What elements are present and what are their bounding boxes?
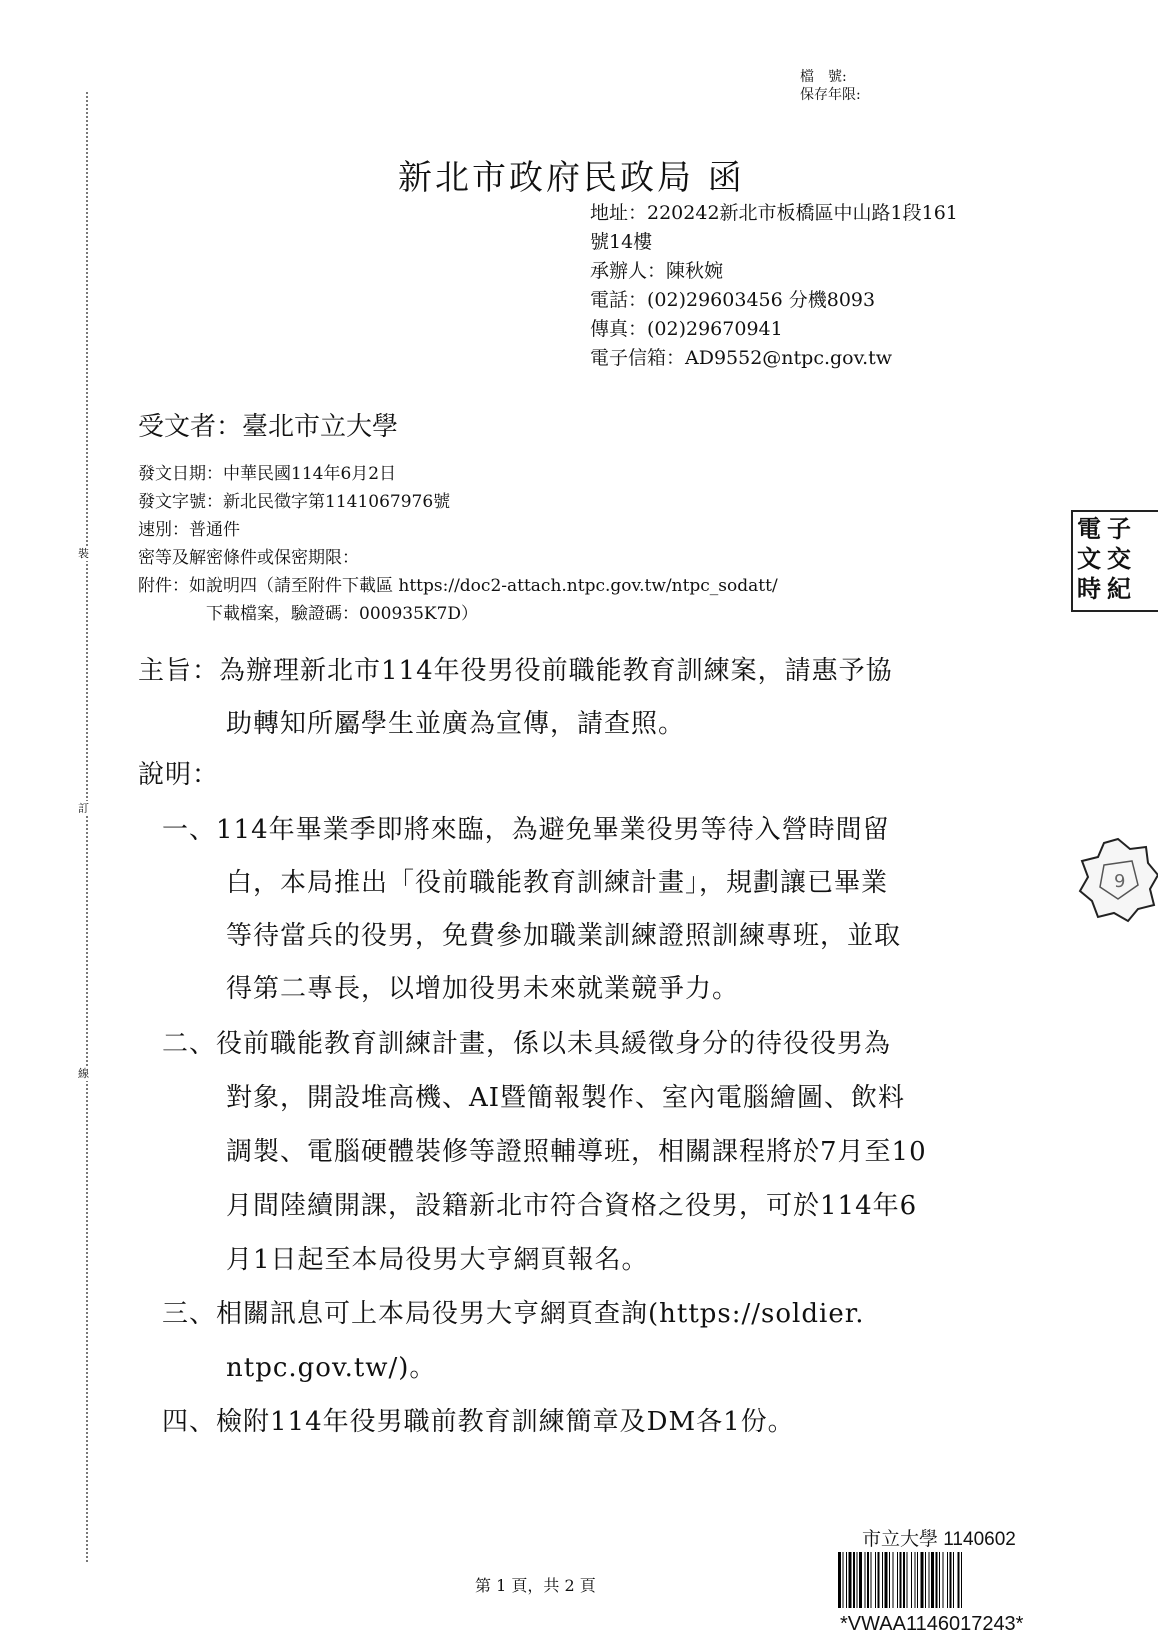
page-number: 第 1 頁，共 2 頁 <box>475 1576 596 1595</box>
binding-dotted-line <box>86 92 88 1562</box>
item-1-line-3: 等待當兵的役男，免費參加職業訓練證照訓練專班，並取 <box>226 921 902 951</box>
binding-mark-xian: 線 <box>78 1067 89 1080</box>
attachment-line-1: 附件：如說明四（請至附件下載區 https://doc2-attach.ntpc.gov.tw/ntpc_sodatt/ <box>138 576 778 596</box>
subject-line-1: 主旨：為辦理新北市114年役男役前職能教育訓練案，請惠予協 <box>138 656 893 686</box>
item-2-line-2: 對象，開設堆高機、AI暨簡報製作、室內電腦繪圖、飲料 <box>226 1083 906 1113</box>
barcode-icon <box>836 1552 1058 1608</box>
barcode-code: *VWAA1146017243* <box>840 1613 1024 1635</box>
handler: 承辦人：陳秋婉 <box>590 260 724 282</box>
seal-number: 9 <box>1114 871 1126 892</box>
item-3-line-1: 三、相關訊息可上本局役男大亨網頁查詢(https://soldier. <box>162 1299 865 1329</box>
recipient: 受文者：臺北市立大學 <box>138 412 399 442</box>
address-line-2: 號14樓 <box>590 231 653 253</box>
item-1-line-2: 白，本局推出「役前職能教育訓練計畫」，規劃讓已畢業 <box>226 868 889 898</box>
electronic-exchange-stamp <box>1071 510 1158 612</box>
item-2-line-5: 月1日起至本局役男大亨網頁報名。 <box>226 1245 649 1275</box>
item-3-line-2: ntpc.gov.tw/)。 <box>226 1353 437 1383</box>
item-2-line-3: 調製、電腦硬體裝修等證照輔導班，相關課程將於7月至10 <box>226 1137 927 1167</box>
seal-icon <box>1078 835 1158 923</box>
document-number: 發文字號：新北民徵字第1141067976號 <box>138 492 451 512</box>
address-line-1: 地址：220242新北市板橋區中山路1段161 <box>590 202 958 224</box>
retention-period-label: 保存年限: <box>800 87 861 103</box>
binding-mark-zhuang: 裝 <box>78 547 89 560</box>
item-1-line-4: 得第二專長，以增加役男未來就業競爭力。 <box>226 974 740 1004</box>
binding-mark-ding: 訂 <box>78 802 89 815</box>
subject-line-2: 助轉知所屬學生並廣為宣傳，請查照。 <box>226 709 686 739</box>
phone: 電話：(02)29603456 分機8093 <box>590 289 876 311</box>
fax: 傳真：(02)29670941 <box>590 318 783 340</box>
document-title: 新北市政府民政局 函 <box>398 158 745 198</box>
item-2-line-4: 月間陸續開課，設籍新北市符合資格之役男，可於114年6 <box>226 1191 918 1221</box>
stamp-column-2: 子交紀 <box>1107 514 1131 603</box>
item-1-line-1: 一、114年畢業季即將來臨，為避免畢業役男等待入營時間留 <box>162 815 890 845</box>
barcode-label: 市立大學 1140602 <box>862 1529 1016 1550</box>
file-number-label: 檔 號: <box>800 69 847 85</box>
attachment-line-2: 下載檔案，驗證碼：000935K7D） <box>206 604 479 624</box>
email: 電子信箱：AD9552@ntpc.gov.tw <box>590 347 893 369</box>
secrecy-level: 密等及解密條件或保密期限： <box>138 548 359 568</box>
explanation-label: 說明： <box>138 760 220 790</box>
stamp-column-1: 電文時 <box>1077 514 1101 603</box>
item-4-line-1: 四、檢附114年役男職前教育訓練簡章及DM各1份。 <box>162 1407 795 1437</box>
issue-date: 發文日期：中華民國114年6月2日 <box>138 464 397 484</box>
delivery-speed: 速別：普通件 <box>138 520 240 540</box>
item-2-line-1: 二、役前職能教育訓練計畫，係以未具緩徵身分的待役役男為 <box>162 1029 892 1059</box>
